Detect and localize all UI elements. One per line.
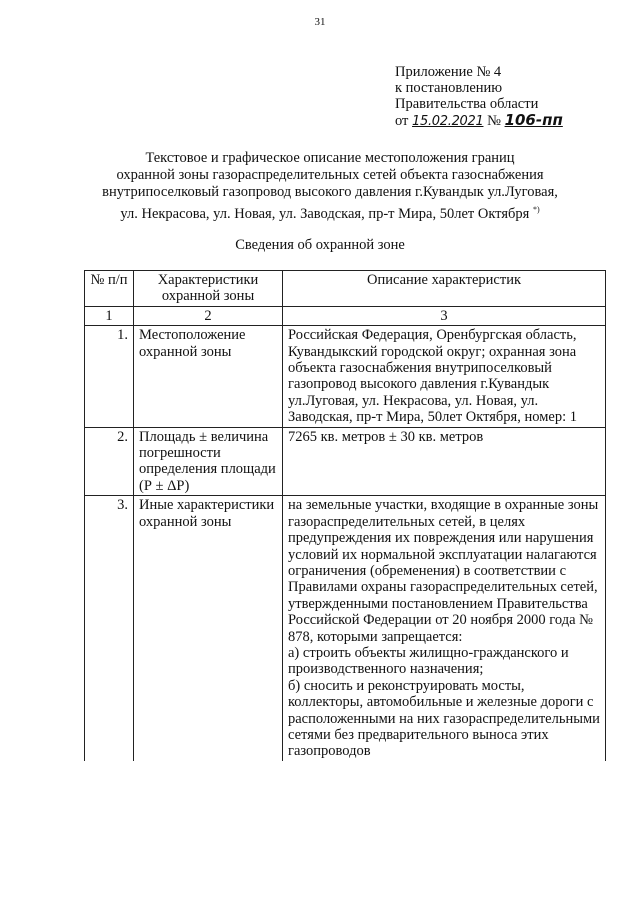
handwritten-date: 15.02.2021	[412, 114, 484, 129]
table-row	[85, 496, 606, 761]
document-title	[80, 150, 580, 223]
section-title: Сведения об охранной зоне	[235, 237, 405, 253]
annex-line-3: Правительства области	[395, 96, 539, 112]
row-description: Российская Федерация, Оренбургская область, Кувандыкский городской округ; охранная зона объекта газоснабжения внутрипоселковый газопровод высокого давления г.Кувандык ул.Луговая, ул. Некрасова, ул. Новая, ул. Заводская, пр-т Мира, 50лет Октября, номер: 1	[283, 326, 606, 427]
annex-line-2: к постановлению	[395, 80, 503, 96]
restriction-item-a: а) строить объекты жилищно-гражданского и производственного назначения;	[288, 644, 569, 678]
footnote-mark: *)	[532, 205, 540, 214]
annex-block	[395, 64, 563, 130]
title-line-2: охранной зоны газораспределительных сетей объекта газоснабжения	[116, 167, 544, 183]
table-header-row	[85, 271, 606, 307]
row-characteristic: Иные характеристики охранной зоны	[134, 496, 283, 761]
table-row	[85, 427, 606, 496]
row-number: 1.	[85, 326, 134, 427]
header-description: Описание характеристик	[283, 271, 606, 307]
annex-signature-line	[395, 112, 563, 130]
column-number-1: 1	[85, 306, 134, 325]
number-label: №	[487, 113, 501, 129]
row-description-cell	[283, 496, 606, 761]
row-number: 3.	[85, 496, 134, 761]
protection-zone-table	[84, 270, 606, 761]
column-number-3: 3	[283, 306, 606, 325]
header-number: № п/п	[85, 271, 134, 307]
page-number: 31	[314, 16, 326, 28]
from-label: от	[395, 113, 409, 129]
title-line-1: Текстовое и графическое описание местоположения границ	[145, 150, 515, 166]
row-number: 2.	[85, 427, 134, 496]
title-line-3: внутрипоселковый газопровод высокого давления г.Кувандык ул.Луговая,	[102, 184, 558, 200]
row-characteristic: Площадь ± величина погрешности определения площади (Р ± ΔР)	[134, 427, 283, 496]
row-description: на земельные участки, входящие в охранные зоны газораспределительных сетей, в целях предупреждения их повреждения или нарушения условий их нормальной эксплуатации налагаются ограничения (обременения) в соответствии с Правилами охраны газораспределительных сетей, утвержденными постановлением Правительства Российской Федерации от 20 ноября 2000 года № 878, которыми запрещается:	[288, 497, 599, 645]
restriction-item-b: б) сносить и реконструировать мосты, коллекторы, автомобильные и железные дороги с расположенными на них газораспределительными сетями без предварительного выноса этих газопроводов	[288, 677, 600, 760]
title-line-4-text: ул. Некрасова, ул. Новая, ул. Заводская, пр-т Мира, 50лет Октября	[120, 206, 530, 222]
table-column-numbers-row	[85, 306, 606, 325]
table-row	[85, 326, 606, 427]
handwritten-number: 106-пп	[504, 111, 563, 129]
row-characteristic: Местоположение охранной зоны	[134, 326, 283, 427]
row-description: 7265 кв. метров ± 30 кв. метров	[283, 427, 606, 496]
annex-line-1: Приложение № 4	[395, 64, 502, 80]
column-number-2: 2	[134, 306, 283, 325]
header-characteristics: Характеристики охранной зоны	[134, 271, 283, 307]
title-line-4	[80, 201, 580, 223]
